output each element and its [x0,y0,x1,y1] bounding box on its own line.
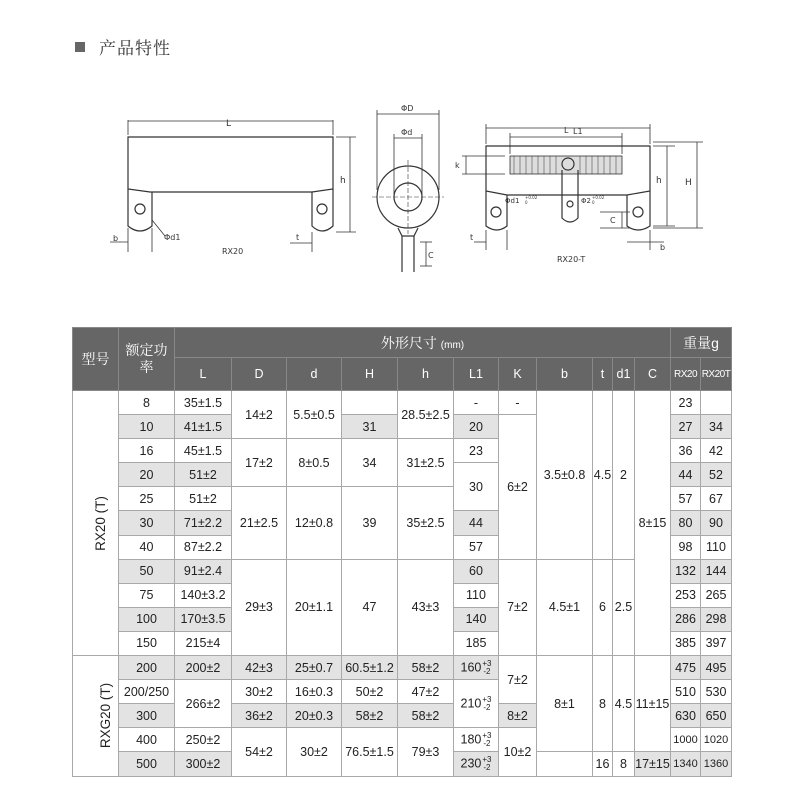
d-cell: 20±0.3 [287,704,342,728]
rx20t-L1-label: L1 [573,127,583,136]
D-cell: 29±3 [232,559,287,655]
weight-rx20-cell: 44 [671,463,701,487]
rx20-model-label: RX20 [222,247,244,256]
weight-rx20t-cell: 52 [701,463,732,487]
weight-rx20-cell: 57 [671,487,701,511]
weight-rx20t-cell: 110 [701,535,732,559]
col-t: t [593,358,613,391]
col-b: b [537,358,593,391]
col-weight-rx20: RX20 [671,358,701,391]
power-cell: 200/250 [119,680,175,704]
t-cell: 8 [593,656,613,752]
col-weight-rx20t: RX20T [701,358,732,391]
t-cell: 4.5 [593,391,613,560]
d-cell: 12±0.8 [287,487,342,559]
t-cell: 16 [593,752,613,776]
h-cell: 31±2.5 [398,439,454,487]
power-cell: 8 [119,391,175,415]
d1-cell: 2.5 [613,559,635,655]
h-cell: 58±2 [398,656,454,680]
D-cell: 17±2 [232,439,287,487]
H-cell: 58±2 [342,704,398,728]
weight-rx20t-cell: 42 [701,439,732,463]
dimension-drawings-svg [0,90,800,290]
col-L: L [175,358,232,391]
L-cell: 35±1.5 [175,391,232,415]
C-cell: 11±15 [635,656,671,752]
H-cell: 39 [342,487,398,559]
L-cell: 45±1.5 [175,439,232,463]
d1-cell: 4.5 [613,656,635,752]
weight-rx20t-cell: 650 [701,704,732,728]
rx20-d1-label: Φd1 [164,233,181,242]
weight-rx20t-cell: 144 [701,559,732,583]
power-cell: 75 [119,583,175,607]
rx20t-d1-tol-bot: 0 [525,200,528,205]
h-cell: 79±3 [398,728,454,776]
h-cell: 43±3 [398,559,454,655]
h-cell: 47±2 [398,680,454,704]
L-cell: 170±3.5 [175,607,232,631]
K-cell: 7±2 [499,656,537,704]
L-cell: 300±2 [175,752,232,776]
col-K: K [499,358,537,391]
ring-C-label: C [428,251,434,260]
d1-cell: 8 [613,752,635,776]
d-cell: 16±0.3 [287,680,342,704]
L1-cell: - [454,391,499,415]
b-cell: 8±1 [537,656,593,752]
power-cell: 30 [119,511,175,535]
power-cell: 150 [119,631,175,655]
L-cell: 51±2 [175,463,232,487]
power-cell: 16 [119,439,175,463]
header-model: 型号 [73,328,119,391]
power-cell: 100 [119,607,175,631]
K-cell: - [499,391,537,415]
ring-d-label: Φd [401,128,413,137]
technical-drawings [0,90,800,290]
L-cell: 51±2 [175,487,232,511]
table-row [73,559,732,583]
weight-rx20t-cell: 67 [701,487,732,511]
table-row [73,391,732,415]
rx20-t-label: t [296,233,300,242]
rx20t-t-label: t [470,233,474,242]
power-cell: 40 [119,535,175,559]
C-cell: 17±15 [635,752,671,776]
col-h: h [398,358,454,391]
H-cell: 31 [342,415,398,439]
D-cell: 36±2 [232,704,287,728]
L1-cell: 23 [454,439,499,463]
L-cell: 71±2.2 [175,511,232,535]
L1-cell: 160 +3 -2 [454,656,499,680]
L1-cell: 230 +3 -2 [454,752,499,776]
d-cell: 8±0.5 [287,439,342,487]
rx20t-d2-tol-top: +0.02 [592,195,605,200]
L1-cell: 57 [454,535,499,559]
power-cell: 300 [119,704,175,728]
t-cell: 6 [593,559,613,655]
K-cell: 10±2 [499,728,537,776]
h-cell: 35±2.5 [398,487,454,559]
d1-cell: 2 [613,391,635,560]
group-rx20: RX20 (T) [73,391,119,656]
b-cell: 4.5±1 [537,559,593,655]
power-cell: 25 [119,487,175,511]
H-cell: 34 [342,439,398,487]
H-cell-empty [342,391,398,415]
D-cell: 30±2 [232,680,287,704]
L-cell: 91±2.4 [175,559,232,583]
weight-rx20t-cell: 530 [701,680,732,704]
L1-cell: 20 [454,415,499,439]
D-cell: 14±2 [232,391,287,439]
L1-cell: 180 +3 -2 [454,728,499,752]
L-cell: 250±2 [175,728,232,752]
weight-rx20t-cell: 1020 [701,728,732,752]
table-row [73,656,732,680]
L-cell: 140±3.2 [175,583,232,607]
power-cell: 500 [119,752,175,776]
weight-rx20t-cell: 265 [701,583,732,607]
rx20-h-label: h [340,176,346,186]
weight-rx20-cell: 23 [671,391,701,415]
power-cell: 10 [119,415,175,439]
group-rxg20: RXG20 (T) [73,656,119,776]
weight-rx20-cell: 80 [671,511,701,535]
K-cell: 8±2 [499,704,537,728]
spec-table [72,327,732,777]
col-d: d [287,358,342,391]
L1-cell: 110 [454,583,499,607]
h-cell: 58±2 [398,704,454,728]
D-cell: 42±3 [232,656,287,680]
weight-rx20t-cell: 298 [701,607,732,631]
section-header [75,34,171,59]
header-dimensions: 外形尺寸 (mm) [175,328,671,358]
rx20t-k-label: k [455,161,460,170]
L1-cell: 140 [454,607,499,631]
section-title: 产品特性 [99,39,171,59]
L1-cell: 185 [454,631,499,655]
b-cell-empty [537,752,593,776]
L1-cell: 44 [454,511,499,535]
weight-rx20-cell: 286 [671,607,701,631]
rx20-drawing [110,120,356,252]
H-cell: 76.5±1.5 [342,728,398,776]
rx20t-d1-tol-top: +0.02 [525,195,538,200]
d-cell: 25±0.7 [287,656,342,680]
d-cell: 5.5±0.5 [287,391,342,439]
weight-rx20t-cell: 34 [701,415,732,439]
L1-cell: 30 [454,463,499,511]
weight-rx20-cell: 98 [671,535,701,559]
K-cell: 6±2 [499,415,537,560]
L1-cell: 60 [454,559,499,583]
weight-rx20t-cell: 90 [701,511,732,535]
power-cell: 50 [119,559,175,583]
weight-rx20t-cell: 495 [701,656,732,680]
col-H: H [342,358,398,391]
header-row-1 [73,328,732,358]
L1-cell: 210 +3 -2 [454,680,499,728]
rx20t-d1-label: Φd1 [505,197,520,205]
rx20-L-label: L [226,119,232,129]
d-cell: 20±1.1 [287,559,342,655]
weight-rx20-cell: 132 [671,559,701,583]
rx20t-b-label: b [660,243,666,252]
col-C: C [635,358,671,391]
ring-D-label: ΦD [401,104,414,113]
rx20t-H-label: H [685,178,692,188]
H-cell: 60.5±1.2 [342,656,398,680]
H-cell: 50±2 [342,680,398,704]
header-weight: 重量g [671,328,732,358]
weight-rx20-cell: 510 [671,680,701,704]
D-cell: 54±2 [232,728,287,776]
header-power: 额定功率 [119,328,175,391]
weight-rx20-cell: 630 [671,704,701,728]
weight-rx20t-cell: 1360 [701,752,732,776]
col-D: D [232,358,287,391]
weight-rx20-cell: 1340 [671,752,701,776]
rx20t-model-label: RX20-T [557,255,586,264]
weight-rx20t-cell: 397 [701,631,732,655]
power-cell: 20 [119,463,175,487]
col-L1: L1 [454,358,499,391]
K-cell: 7±2 [499,559,537,655]
b-cell: 3.5±0.8 [537,391,593,560]
rx20t-d2-label: Φ2 [581,197,591,205]
weight-rx20-cell: 1000 [671,728,701,752]
power-cell: 400 [119,728,175,752]
weight-rx20-cell: 475 [671,656,701,680]
h-cell: 28.5±2.5 [398,391,454,439]
L-cell: 266±2 [175,680,232,728]
weight-rx20t-cell [701,391,732,415]
rx20t-L-label: L [564,126,569,135]
weight-rx20-cell: 27 [671,415,701,439]
weight-rx20-cell: 385 [671,631,701,655]
weight-rx20-cell: 253 [671,583,701,607]
power-cell: 200 [119,656,175,680]
col-d1: d1 [613,358,635,391]
rx20t-h-label: h [656,176,662,186]
d-cell: 30±2 [287,728,342,776]
section-bullet [75,42,85,52]
rx20t-C-label: C [610,216,616,225]
L-cell: 87±2.2 [175,535,232,559]
D-cell: 21±2.5 [232,487,287,559]
rx20t-drawing [462,124,703,250]
L-cell: 215±4 [175,631,232,655]
rx20-b-label: b [113,234,119,243]
C-cell: 8±15 [635,391,671,656]
L-cell: 200±2 [175,656,232,680]
L-cell: 41±1.5 [175,415,232,439]
rx20t-d2-tol-bot: 0 [592,200,595,205]
weight-rx20-cell: 36 [671,439,701,463]
H-cell: 47 [342,559,398,655]
